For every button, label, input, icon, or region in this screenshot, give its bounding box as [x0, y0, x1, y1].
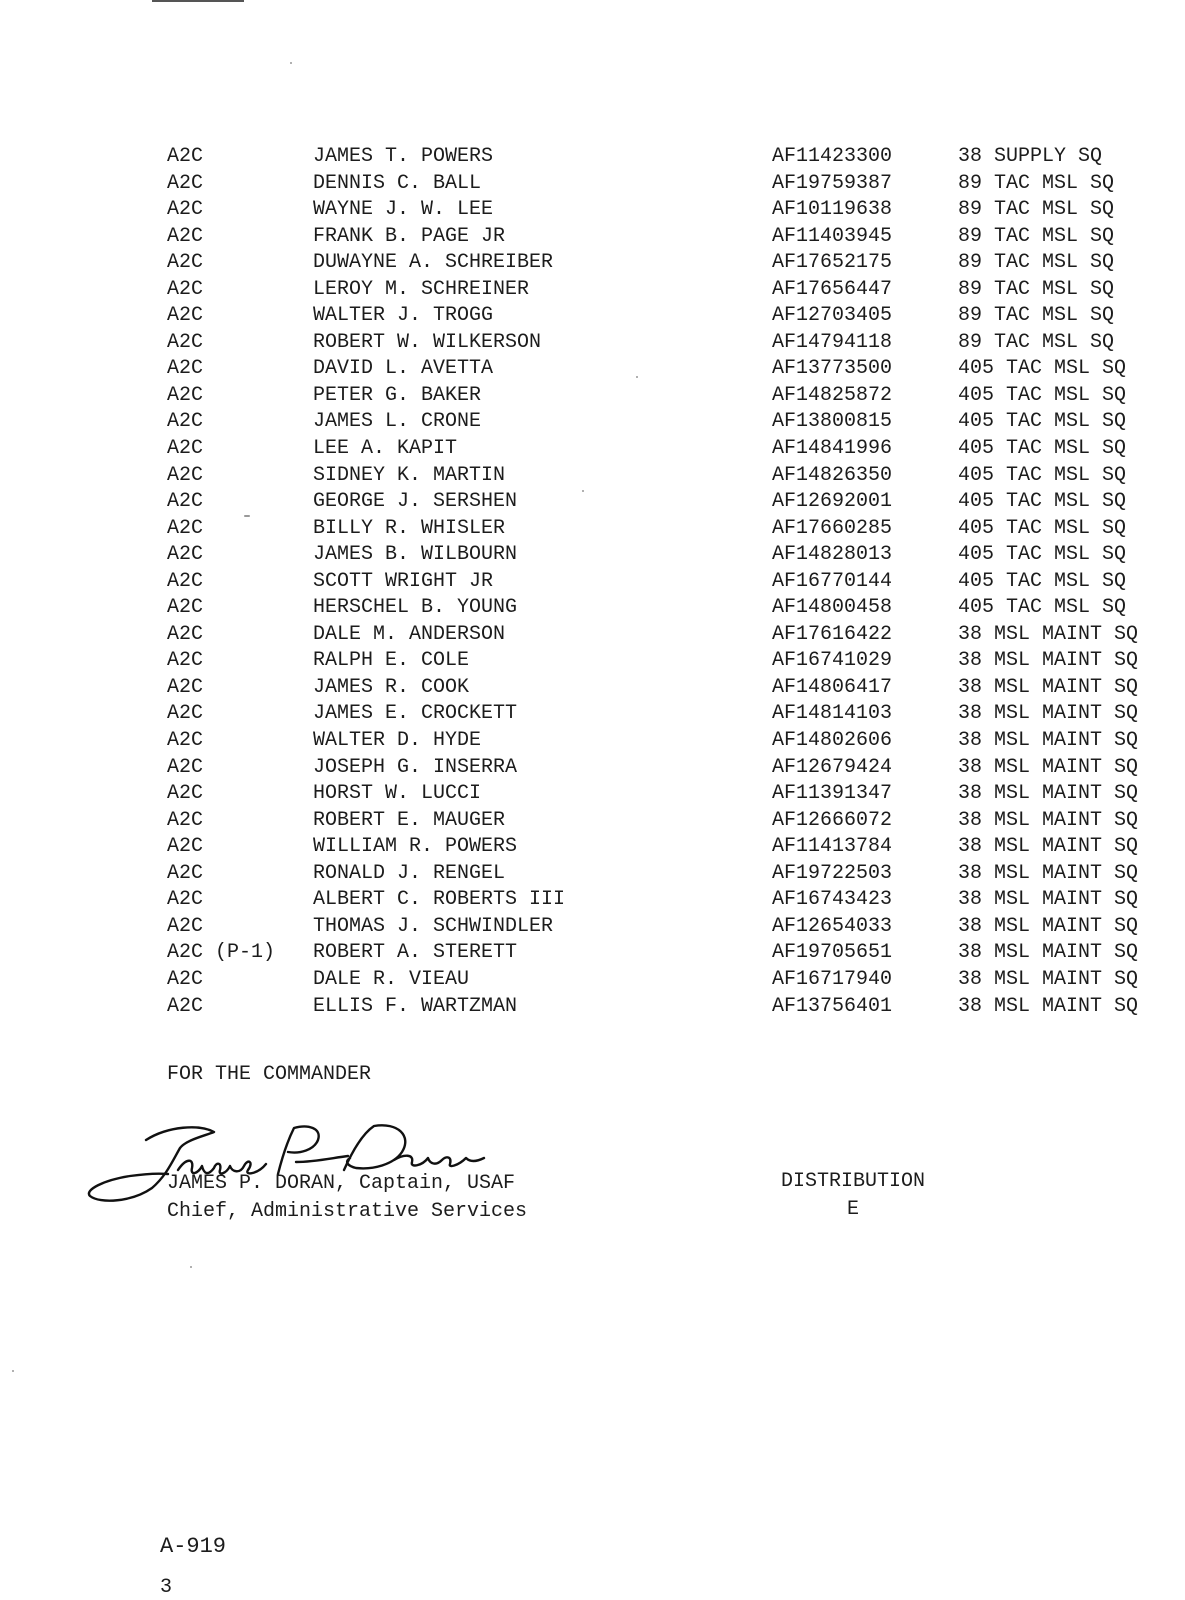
name-cell: WALTER D. HYDE [313, 729, 482, 753]
serial-number-cell: AF10119638 [772, 198, 893, 222]
paper-speck [190, 1266, 192, 1268]
signature-block [167, 1170, 527, 1226]
name-cell: THOMAS J. SCHWINDLER [313, 914, 554, 938]
serial-number-cell: AF14806417 [772, 675, 893, 699]
name-cell: DENNIS C. BALL [313, 171, 482, 195]
paper-speck [290, 62, 292, 64]
distribution-block [772, 1168, 934, 1224]
serial-number-cell: AF14802606 [772, 729, 893, 753]
roster-row [0, 595, 1185, 622]
serial-number-cell: AF16743423 [772, 888, 893, 912]
serial-number-cell: AF13800815 [772, 410, 893, 434]
roster-row [0, 834, 1185, 861]
unit-cell: 38 MSL MAINT SQ [958, 702, 1139, 726]
serial-number-cell: AF14841996 [772, 437, 893, 461]
name-cell: LEE A. KAPIT [313, 437, 458, 461]
serial-number-cell: AF16717940 [772, 967, 893, 991]
name-cell: JAMES R. COOK [313, 675, 470, 699]
name-cell: DAVID L. AVETTA [313, 357, 494, 381]
unit-cell: 405 TAC MSL SQ [958, 410, 1127, 434]
name-cell: WALTER J. TROGG [313, 304, 494, 328]
serial-number-cell: AF19722503 [772, 861, 893, 885]
serial-number-cell: AF14826350 [772, 463, 893, 487]
name-cell: DALE M. ANDERSON [313, 622, 506, 646]
unit-cell: 38 MSL MAINT SQ [958, 729, 1139, 753]
personnel-roster [0, 144, 1185, 1020]
unit-cell: 38 MSL MAINT SQ [958, 835, 1139, 859]
roster-row [0, 463, 1185, 490]
unit-cell: 89 TAC MSL SQ [958, 198, 1115, 222]
serial-number-cell: AF11413784 [772, 835, 893, 859]
roster-row [0, 887, 1185, 914]
roster-row [0, 144, 1185, 171]
serial-number-cell: AF13773500 [772, 357, 893, 381]
name-cell: HORST W. LUCCI [313, 782, 482, 806]
serial-number-cell: AF14794118 [772, 330, 893, 354]
roster-row [0, 781, 1185, 808]
name-cell: SCOTT WRIGHT JR [313, 569, 494, 593]
roster-row [0, 648, 1185, 675]
page-number: 3 [160, 1576, 173, 1599]
roster-row [0, 940, 1185, 967]
unit-cell: 38 MSL MAINT SQ [958, 782, 1139, 806]
name-cell: WAYNE J. W. LEE [313, 198, 494, 222]
grade-cell: A2C [167, 543, 204, 567]
roster-row [0, 994, 1185, 1021]
name-cell: PETER G. BAKER [313, 383, 482, 407]
grade-cell: A2C [167, 702, 204, 726]
serial-number-cell: AF12679424 [772, 755, 893, 779]
unit-cell: 89 TAC MSL SQ [958, 224, 1115, 248]
serial-number-cell: AF12654033 [772, 914, 893, 938]
name-cell: ELLIS F. WARTZMAN [313, 994, 518, 1018]
name-cell: JAMES E. CROCKETT [313, 702, 518, 726]
roster-row [0, 516, 1185, 543]
grade-cell: A2C [167, 171, 204, 195]
grade-cell: A2C [167, 596, 204, 620]
unit-cell: 38 MSL MAINT SQ [958, 967, 1139, 991]
serial-number-cell: AF11391347 [772, 782, 893, 806]
serial-number-cell: AF16770144 [772, 569, 893, 593]
paper-speck [244, 515, 250, 517]
name-cell: ROBERT W. WILKERSON [313, 330, 542, 354]
grade-cell: A2C [167, 463, 204, 487]
unit-cell: 89 TAC MSL SQ [958, 330, 1115, 354]
roster-row [0, 622, 1185, 649]
unit-cell: 38 MSL MAINT SQ [958, 675, 1139, 699]
serial-number-cell: AF17656447 [772, 277, 893, 301]
roster-row [0, 861, 1185, 888]
grade-cell: A2C [167, 861, 204, 885]
name-cell: GEORGE J. SERSHEN [313, 490, 518, 514]
name-cell: ROBERT A. STERETT [313, 941, 518, 965]
paper-speck [582, 490, 584, 492]
serial-number-cell: AF19759387 [772, 171, 893, 195]
unit-cell: 89 TAC MSL SQ [958, 251, 1115, 275]
serial-number-cell: AF14800458 [772, 596, 893, 620]
distribution-code: E [846, 1198, 859, 1221]
grade-cell: A2C [167, 145, 204, 168]
grade-cell: A2C [167, 224, 204, 248]
unit-cell: 405 TAC MSL SQ [958, 463, 1127, 487]
grade-cell: A2C (P-1) [167, 941, 276, 965]
unit-cell: 405 TAC MSL SQ [958, 516, 1127, 540]
name-cell: DALE R. VIEAU [313, 967, 470, 991]
roster-row [0, 489, 1185, 516]
serial-number-cell: AF17660285 [772, 516, 893, 540]
grade-cell: A2C [167, 410, 204, 434]
serial-number-cell: AF13756401 [772, 994, 893, 1018]
roster-row [0, 914, 1185, 941]
grade-cell: A2C [167, 729, 204, 753]
grade-cell: A2C [167, 490, 204, 514]
name-cell: FRANK B. PAGE JR [313, 224, 506, 248]
top-edge-mark [152, 0, 244, 2]
unit-cell: 405 TAC MSL SQ [958, 490, 1127, 514]
grade-cell: A2C [167, 383, 204, 407]
unit-cell: 38 MSL MAINT SQ [958, 994, 1139, 1018]
grade-cell: A2C [167, 914, 204, 938]
roster-row [0, 250, 1185, 277]
distribution-label: DISTRIBUTION [780, 1170, 926, 1193]
grade-cell: A2C [167, 304, 204, 328]
paper-speck [12, 1370, 14, 1372]
unit-cell: 38 MSL MAINT SQ [958, 649, 1139, 673]
name-cell: RONALD J. RENGEL [313, 861, 506, 885]
serial-number-cell: AF11423300 [772, 145, 893, 168]
name-cell: JAMES T. POWERS [313, 145, 494, 168]
roster-row [0, 542, 1185, 569]
name-cell: LEROY M. SCHREINER [313, 277, 530, 301]
name-cell: JAMES L. CRONE [313, 410, 482, 434]
signer-title: Chief, Administrative Services [167, 1200, 528, 1223]
name-cell: BILLY R. WHISLER [313, 516, 506, 540]
unit-cell: 38 MSL MAINT SQ [958, 808, 1139, 832]
unit-cell: 38 MSL MAINT SQ [958, 755, 1139, 779]
unit-cell: 405 TAC MSL SQ [958, 357, 1127, 381]
signer-name-rank: JAMES P. DORAN, Captain, USAF [167, 1172, 516, 1195]
unit-cell: 89 TAC MSL SQ [958, 277, 1115, 301]
roster-row [0, 436, 1185, 463]
grade-cell: A2C [167, 888, 204, 912]
roster-row [0, 967, 1185, 994]
unit-cell: 38 MSL MAINT SQ [958, 861, 1139, 885]
serial-number-cell: AF17652175 [772, 251, 893, 275]
unit-cell: 405 TAC MSL SQ [958, 596, 1127, 620]
grade-cell: A2C [167, 277, 204, 301]
unit-cell: 405 TAC MSL SQ [958, 569, 1127, 593]
grade-cell: A2C [167, 330, 204, 354]
grade-cell: A2C [167, 649, 204, 673]
roster-row [0, 277, 1185, 304]
roster-row [0, 569, 1185, 596]
unit-cell: 38 MSL MAINT SQ [958, 622, 1139, 646]
grade-cell: A2C [167, 835, 204, 859]
name-cell: JAMES B. WILBOURN [313, 543, 518, 567]
name-cell: JOSEPH G. INSERRA [313, 755, 518, 779]
roster-row [0, 303, 1185, 330]
paper-speck [636, 376, 638, 378]
serial-number-cell: AF14814103 [772, 702, 893, 726]
unit-cell: 405 TAC MSL SQ [958, 383, 1127, 407]
grade-cell: A2C [167, 198, 204, 222]
unit-cell: 38 SUPPLY SQ [958, 145, 1103, 168]
grade-cell: A2C [167, 437, 204, 461]
roster-row [0, 409, 1185, 436]
grade-cell: A2C [167, 357, 204, 381]
serial-number-cell: AF12666072 [772, 808, 893, 832]
roster-row [0, 701, 1185, 728]
roster-row [0, 675, 1185, 702]
roster-row [0, 356, 1185, 383]
grade-cell: A2C [167, 967, 204, 991]
serial-number-cell: AF12703405 [772, 304, 893, 328]
closing-line: FOR THE COMMANDER [167, 1063, 372, 1086]
roster-row [0, 728, 1185, 755]
grade-cell: A2C [167, 622, 204, 646]
roster-row [0, 224, 1185, 251]
grade-cell: A2C [167, 251, 204, 275]
name-cell: WILLIAM R. POWERS [313, 835, 518, 859]
serial-number-cell: AF16741029 [772, 649, 893, 673]
name-cell: DUWAYNE A. SCHREIBER [313, 251, 554, 275]
unit-cell: 38 MSL MAINT SQ [958, 888, 1139, 912]
unit-cell: 38 MSL MAINT SQ [958, 941, 1139, 965]
grade-cell: A2C [167, 782, 204, 806]
roster-row [0, 808, 1185, 835]
serial-number-cell: AF11403945 [772, 224, 893, 248]
grade-cell: A2C [167, 569, 204, 593]
name-cell: ROBERT E. MAUGER [313, 808, 506, 832]
name-cell: RALPH E. COLE [313, 649, 470, 673]
roster-row [0, 171, 1185, 198]
grade-cell: A2C [167, 994, 204, 1018]
unit-cell: 405 TAC MSL SQ [958, 543, 1127, 567]
unit-cell: 405 TAC MSL SQ [958, 437, 1127, 461]
grade-cell: A2C [167, 516, 204, 540]
roster-row [0, 197, 1185, 224]
roster-row [0, 330, 1185, 357]
document-id: A-919 [160, 1534, 227, 1559]
unit-cell: 89 TAC MSL SQ [958, 171, 1115, 195]
name-cell: HERSCHEL B. YOUNG [313, 596, 518, 620]
serial-number-cell: AF12692001 [772, 490, 893, 514]
unit-cell: 38 MSL MAINT SQ [958, 914, 1139, 938]
unit-cell: 89 TAC MSL SQ [958, 304, 1115, 328]
name-cell: SIDNEY K. MARTIN [313, 463, 506, 487]
serial-number-cell: AF17616422 [772, 622, 893, 646]
grade-cell: A2C [167, 675, 204, 699]
grade-cell: A2C [167, 808, 204, 832]
name-cell: ALBERT C. ROBERTS III [313, 888, 566, 912]
roster-row [0, 755, 1185, 782]
serial-number-cell: AF14825872 [772, 383, 893, 407]
serial-number-cell: AF14828013 [772, 543, 893, 567]
roster-row [0, 383, 1185, 410]
grade-cell: A2C [167, 755, 204, 779]
serial-number-cell: AF19705651 [772, 941, 893, 965]
